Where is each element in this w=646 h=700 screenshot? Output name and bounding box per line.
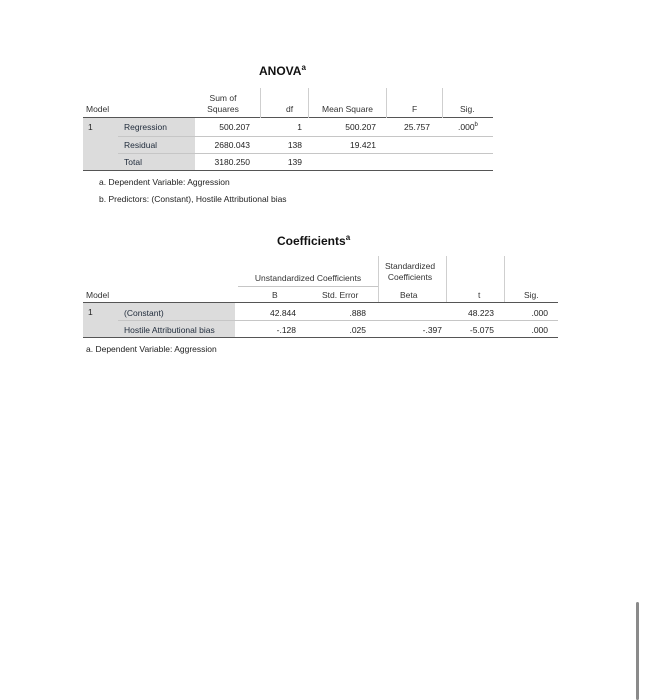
anova-cell-ms: 500.207 [345,122,376,132]
coef-col-sep [504,256,505,302]
coef-cell-se: .025 [349,325,366,335]
anova-header-mean-square: Mean Square [322,104,374,114]
coef-cell-se: .888 [349,308,366,318]
anova-cell-df: 1 [297,122,302,132]
coef-col-sep [446,256,447,302]
anova-cell-ms: 19.421 [350,140,376,150]
anova-col-sep [386,88,387,118]
anova-row-label-residual: Residual [124,140,158,150]
anova-header-df: df [286,104,294,114]
coef-footnote-a: a. Dependent Variable: Aggression [86,344,217,354]
anova-row-rule [118,153,493,154]
coef-header-beta: Beta [400,290,418,300]
coef-cell-sig: .000 [531,325,548,335]
coef-header-sig: Sig. [524,290,539,300]
anova-cell-sig: .000$^b$ [458,122,478,132]
coef-col-sep [378,256,379,302]
vertical-scrollbar[interactable] [636,602,639,700]
coef-header-std-error: Std. Error [322,290,359,300]
coef-cell-t: 48.223 [468,308,494,318]
anova-row-rule [118,136,493,137]
coef-header-model: Model [86,290,110,300]
coef-model-number: 1 [88,307,93,317]
anova-bottom-rule [83,170,493,171]
anova-cell-ss: 3180.250 [214,157,250,167]
coef-cell-sig: .000 [531,308,548,318]
anova-header-sig: Sig. [460,104,475,114]
coefficients-title: Coefficients$^a$ [277,233,351,248]
anova-col-sep [442,88,443,118]
anova-model-number: 1 [88,122,93,132]
anova-col-sep [308,88,309,118]
anova-col-sep [260,88,261,118]
anova-cell-df: 139 [287,157,302,167]
anova-cell-df: 138 [287,140,302,150]
coef-row-rule [118,320,558,321]
coef-bottom-rule [83,337,558,338]
coef-row-label-hostile-attributional-bias: Hostile Attributional bias [124,325,215,335]
anova-footnote-b: b. Predictors: (Constant), Hostile Attributional bias [99,194,287,204]
anova-cell-ss: 2680.043 [214,140,250,150]
coef-row-label-constant: (Constant) [124,308,164,318]
coef-cell-beta: -.397 [422,325,442,335]
anova-cell-ss: 500.207 [219,122,250,132]
coef-header-standardized: Standardized Coefficients [384,261,436,282]
anova-footnote-a: a. Dependent Variable: Aggression [99,177,230,187]
coef-header-b: B [272,290,278,300]
coef-cell-t: -5.075 [469,325,494,335]
anova-row-label-regression: Regression [124,122,167,132]
anova-cell-f: 25.757 [404,122,430,132]
coef-header-t: t [478,290,481,300]
anova-title: ANOVA$^a$ [259,63,306,78]
anova-header-model: Model [86,104,110,114]
coef-subheader-rule [238,286,378,287]
coef-cell-b: 42.844 [270,308,296,318]
anova-header-sum-squares: Sum of Squares [207,93,239,114]
anova-row-label-total: Total [124,157,142,167]
anova-header-f: F [412,104,418,114]
coef-cell-b: -.128 [276,325,296,335]
coef-header-unstandardized: Unstandardized Coefficients [254,273,362,283]
